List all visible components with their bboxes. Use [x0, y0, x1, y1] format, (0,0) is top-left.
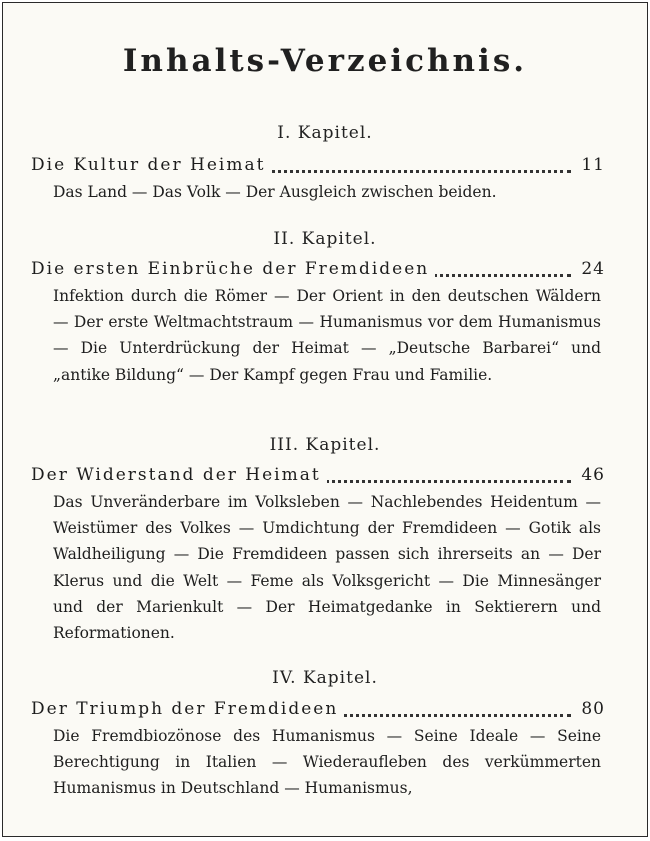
toc-entry [31, 465, 605, 489]
toc-entry-title: Der Widerstand der Heimat [31, 465, 327, 485]
toc-entry-title: Die ersten Einbrüche der Fremdideen [31, 259, 435, 279]
toc-page-number: 24 [575, 259, 605, 279]
toc-entry [31, 699, 605, 723]
chapter-summary: Das Unveränderbare im Volksleben — Nachlebendes Heidentum — Weistümer des Volkes — Umdichtung der Fremdideen — Gotik als Waldheiligung — Die Fremdideen passen sich ihrerseits an — Der Klerus und die Welt — Feme als Volksgericht — Die Minnesänger und der Marienkult — Der Heimatgedanke in Sektierern und Reformationen. [53, 493, 601, 643]
toc-page-number: 80 [575, 699, 605, 719]
toc-page-number: 46 [575, 465, 605, 485]
chapter-heading: I. Kapitel. [277, 123, 373, 143]
toc-entry [31, 259, 605, 283]
chapter-summary: Die Fremdbiozönose des Humanismus — Seine Ideale — Seine Berechtigung in Italien — Wiederaufleben des verkümmerten Humanismus in Deutschland — Humanismus, [53, 727, 601, 798]
toc-entry [31, 155, 605, 179]
toc-page-number: 11 [575, 155, 605, 175]
chapter-heading: III. Kapitel. [269, 435, 381, 455]
page-title: Inhalts-Verzeichnis. [122, 43, 528, 79]
toc-entry-title: Der Triumph der Fremdideen [31, 699, 344, 719]
chapter-heading: IV. Kapitel. [272, 668, 378, 688]
chapter-summary: Das Land — Das Volk — Der Ausgleich zwischen beiden. [53, 183, 497, 201]
chapter-summary: Infektion durch die Römer — Der Orient in den deutschen Wäldern — Der erste Weltmachtstraum — Humanismus vor dem Humanismus — Die Unterdrückung der Heimat — „Deutsche Barbarei“ und „antike Bildung“ — Der Kampf gegen Frau und Familie. [53, 287, 601, 384]
toc-entry-title: Die Kultur der Heimat [31, 155, 271, 175]
document-page [2, 2, 648, 837]
chapter-heading: II. Kapitel. [273, 229, 377, 249]
